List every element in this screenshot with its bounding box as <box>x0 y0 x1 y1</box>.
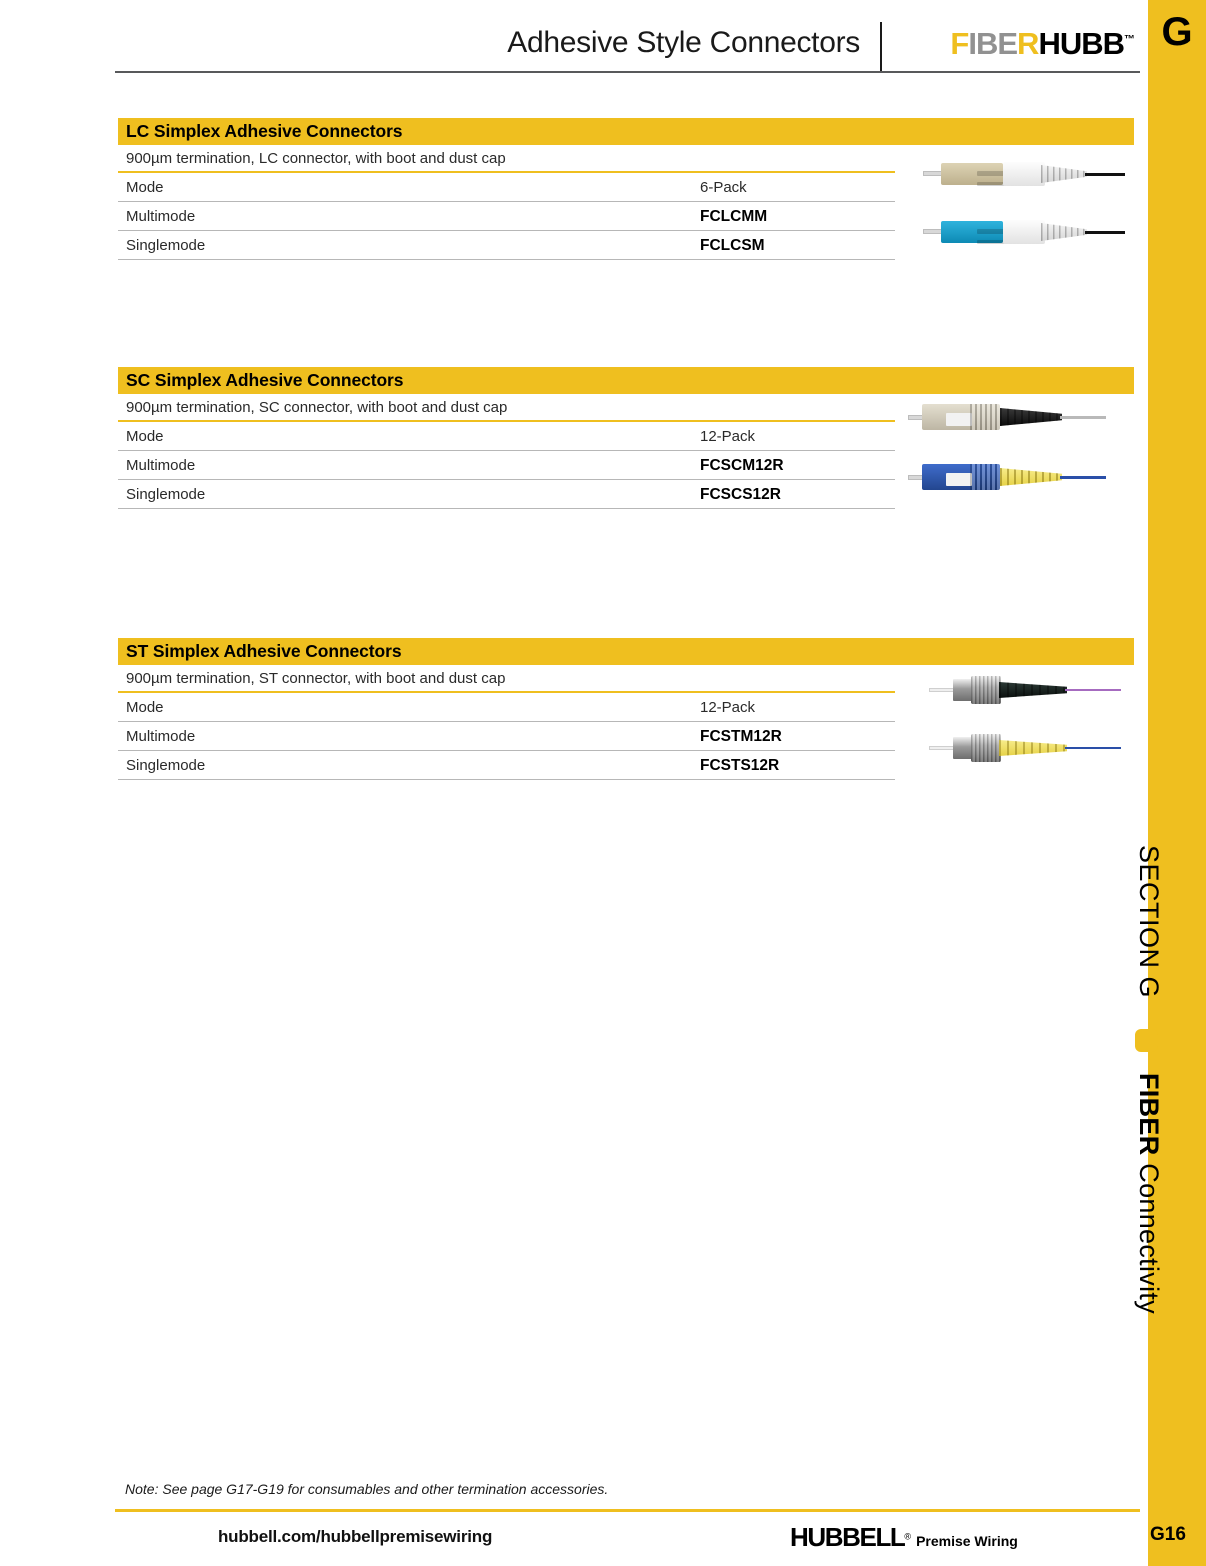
fiber <box>1065 747 1121 749</box>
product-block-lc <box>118 118 1134 260</box>
logo-trademark-icon: ™ <box>1124 33 1135 46</box>
st-multimode-connector <box>923 674 1123 706</box>
lc-connector-images <box>923 146 1133 266</box>
row-value: FCSTS12R <box>700 757 780 774</box>
hubbell-wordmark: HUBBELL <box>790 1522 905 1552</box>
st-singlemode-connector <box>923 732 1123 764</box>
block-description: 900µm termination, LC connector, with boot and dust cap <box>118 145 895 173</box>
row-label: Mode <box>126 699 164 716</box>
row-label: Multimode <box>126 208 196 225</box>
hubbell-logo <box>790 1522 1018 1553</box>
connector-window <box>946 473 972 486</box>
boot-ribs <box>999 682 1067 698</box>
connector-barrel <box>953 737 973 759</box>
sc-multimode-connector <box>908 401 1108 433</box>
logo-letter-r: R <box>1017 26 1039 61</box>
st-connector-images <box>923 664 1133 784</box>
table-row <box>118 451 895 480</box>
section-category-bold: FIBER <box>1134 1073 1164 1156</box>
header-rule <box>115 71 1140 73</box>
hubbell-tagline: Premise Wiring <box>916 1533 1018 1549</box>
row-label: Multimode <box>126 728 196 745</box>
row-label: Singlemode <box>126 757 206 774</box>
fiberhubb-logo <box>950 26 1135 62</box>
row-value: FCLCSM <box>700 237 765 254</box>
row-label: Mode <box>126 428 164 445</box>
cable <box>1060 476 1106 479</box>
section-bullet-icon <box>1135 1029 1158 1052</box>
cable <box>1085 231 1125 234</box>
footer-website-url[interactable]: hubbell.com/hubbellpremisewiring <box>218 1527 493 1546</box>
table-row <box>118 751 895 780</box>
ferrule <box>929 746 955 750</box>
row-value: FCLCMM <box>700 208 768 225</box>
boot-ribs <box>999 740 1067 756</box>
strain-relief-ribs <box>1041 223 1087 241</box>
connector-body <box>941 221 1003 243</box>
row-value: 12-Pack <box>700 428 756 445</box>
footer-rule <box>115 1509 1140 1512</box>
table-row <box>118 722 895 751</box>
row-value: FCSTM12R <box>700 728 782 745</box>
connector-body <box>941 163 1003 185</box>
block-title: SC Simplex Adhesive Connectors <box>118 367 1134 394</box>
product-block-st <box>118 638 1134 780</box>
boot-ribs <box>1000 408 1062 426</box>
row-value: 6-Pack <box>700 179 747 196</box>
strain-relief-ribs <box>1041 165 1087 183</box>
footnote: Note: See page G17-G19 for consumables and other termination accessories. <box>125 1481 609 1497</box>
table-row <box>118 202 895 231</box>
table-row <box>118 480 895 509</box>
page-title: Adhesive Style Connectors <box>507 26 860 59</box>
boot <box>1003 220 1045 244</box>
section-category-label <box>1133 1073 1164 1314</box>
sc-singlemode-connector <box>908 461 1108 493</box>
section-category-rest: Connectivity <box>1134 1155 1164 1314</box>
lc-multimode-connector <box>923 158 1123 190</box>
row-value: FCSCM12R <box>700 457 784 474</box>
block-title: LC Simplex Adhesive Connectors <box>118 118 1134 145</box>
ferrule <box>923 171 943 176</box>
connector-ribs <box>970 464 1000 490</box>
logo-letter-f: F <box>950 26 969 61</box>
boot-ribs <box>1000 468 1062 486</box>
table-row <box>118 693 895 722</box>
row-value: 12-Pack <box>700 699 756 716</box>
fiber <box>1065 689 1121 691</box>
logo-letters-ibe: IBE <box>968 26 1018 61</box>
header-divider <box>880 22 882 72</box>
block-description: 900µm termination, SC connector, with boot and dust cap <box>118 394 895 422</box>
product-block-sc <box>118 367 1134 509</box>
row-label: Multimode <box>126 457 196 474</box>
row-label: Mode <box>126 179 164 196</box>
boot <box>1003 162 1045 186</box>
bayonet-nut <box>971 676 1001 704</box>
cable <box>1085 173 1125 176</box>
sc-connector-images <box>908 393 1118 513</box>
section-tab-letter: G <box>1161 10 1193 54</box>
cable <box>1060 416 1106 419</box>
table-row <box>118 422 895 451</box>
page-number: G16 <box>1150 1524 1186 1545</box>
section-label: SECTION G <box>1134 845 1164 999</box>
logo-letters-hubb: HUBB <box>1038 26 1124 61</box>
registered-trademark-icon: ® <box>904 1531 912 1542</box>
row-label: Singlemode <box>126 486 206 503</box>
row-value: FCSCS12R <box>700 486 781 503</box>
row-label: Singlemode <box>126 237 206 254</box>
block-title: ST Simplex Adhesive Connectors <box>118 638 1134 665</box>
lc-singlemode-connector <box>923 216 1123 248</box>
connector-barrel <box>953 679 973 701</box>
ferrule <box>923 229 943 234</box>
table-row <box>118 173 895 202</box>
page-header <box>115 22 1140 74</box>
bayonet-nut <box>971 734 1001 762</box>
connector-window <box>946 413 972 426</box>
connector-ribs <box>970 404 1000 430</box>
ferrule <box>929 688 955 692</box>
table-row <box>118 231 895 260</box>
block-description: 900µm termination, ST connector, with boot and dust cap <box>118 665 895 693</box>
section-vertical-label <box>1128 845 1168 1365</box>
